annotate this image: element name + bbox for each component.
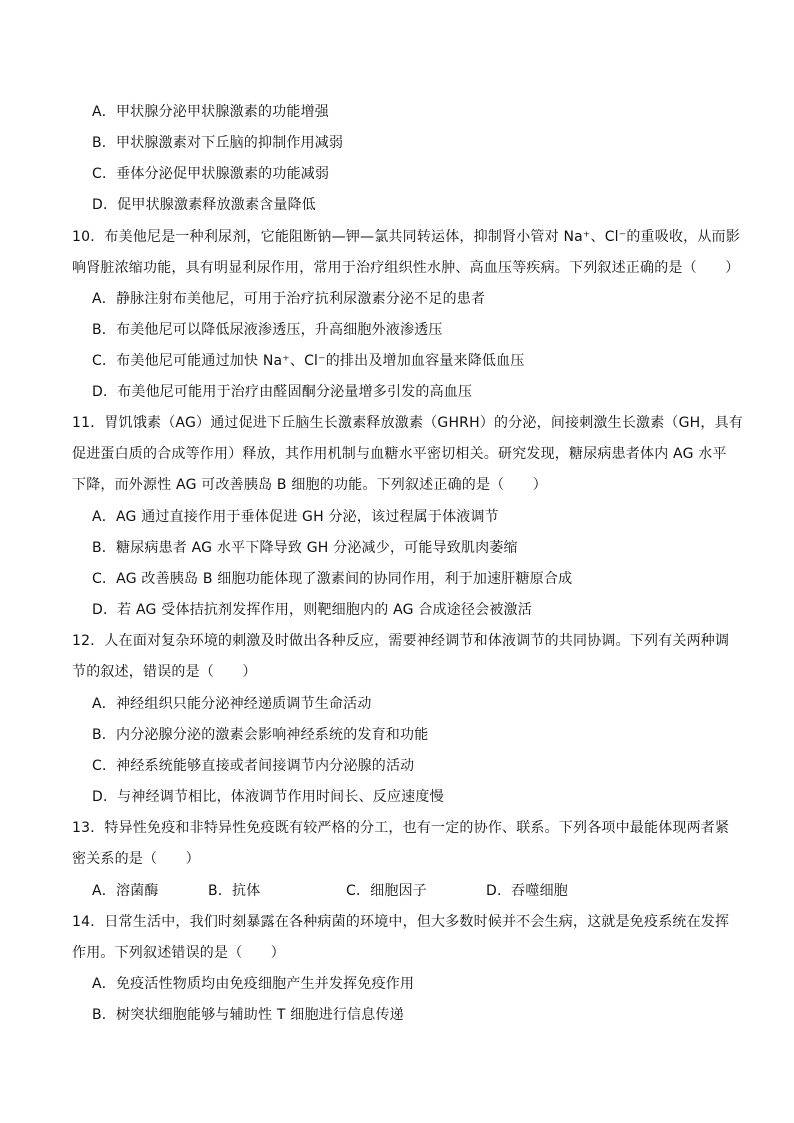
q14-stem-line-1: 14．日常生活中，我们时刻暴露在各种病菌的环境中，但大多数时候并不会生病，这就是免疫系统在发挥 — [72, 914, 730, 930]
q9-option-c: C．垂体分泌促甲状腺激素的功能减弱 — [92, 166, 330, 182]
q10-stem-line-1: 10．布美他尼是一种利尿剂，它能阻断钠—钾—氯共同转运体，抑制肾小管对 Na⁺、Cl⁻的重吸收，从而影 — [72, 229, 740, 245]
q13-option-b: B．抗体 — [208, 883, 261, 899]
q10-option-d: D．布美他尼可能用于治疗由醛固酮分泌量增多引发的高血压 — [92, 384, 473, 400]
q9-option-d: D．促甲状腺激素释放激素含量降低 — [92, 197, 316, 213]
q11-stem-line-1: 11．胃饥饿素（AG）通过促进下丘脑生长激素释放激素（GHRH）的分泌，间接刺激生长激素（GH，具有 — [72, 415, 743, 431]
q11-option-b: B．糖尿病患者 AG 水平下降导致 GH 分泌减少，可能导致肌肉萎缩 — [92, 540, 518, 556]
q14-option-b: B．树突状细胞能够与辅助性 T 细胞进行信息传递 — [92, 1007, 404, 1023]
q11-stem-line-2: 促进蛋白质的合成等作用）释放，其作用机制与血糖水平密切相关。研究发现，糖尿病患者体内 AG 水平 — [72, 446, 727, 462]
q9-option-b: B．甲状腺激素对下丘脑的抑制作用减弱 — [92, 135, 344, 151]
q12-option-b: B．内分泌腺分泌的激素会影响神经系统的发育和功能 — [92, 727, 429, 743]
q13-stem-line-1: 13．特异性免疫和非特异性免疫既有较严格的分工，也有一定的协作、联系。下列各项中最能体现两者紧 — [72, 820, 730, 836]
q13-option-a: A．溶菌酶 — [92, 883, 159, 899]
q11-stem-line-3: 下降，而外源性 AG 可改善胰岛 B 细胞的功能。下列叙述正确的是（ ） — [72, 477, 547, 493]
q13-options-row — [0, 881, 794, 901]
q11-option-a: A．AG 通过直接作用于垂体促进 GH 分泌，该过程属于体液调节 — [92, 509, 499, 525]
q12-option-c: C．神经系统能够直接或者间接调节内分泌腺的活动 — [92, 758, 415, 774]
q10-stem-line-2: 响肾脏浓缩功能，具有明显利尿作用，常用于治疗组织性水肿、高血压等疾病。下列叙述正确的是（ ） — [72, 260, 740, 276]
q13-option-c: C．细胞因子 — [346, 883, 427, 899]
q12-stem-line-2: 节的叙述，错误的是（ ） — [72, 664, 257, 680]
q12-stem-line-1: 12．人在面对复杂环境的刺激及时做出各种反应，需要神经调节和体液调节的共同协调。下列有关两种调 — [72, 633, 730, 649]
q10-option-a: A．静脉注射布美他尼，可用于治疗抗利尿激素分泌不足的患者 — [92, 291, 486, 307]
q13-option-d: D．吞噬细胞 — [486, 883, 568, 899]
q9-option-a: A．甲状腺分泌甲状腺激素的功能增强 — [92, 104, 329, 120]
q10-option-b: B．布美他尼可以降低尿液渗透压，升高细胞外液渗透压 — [92, 322, 443, 338]
q14-stem-line-2: 作用。下列叙述错误的是（ ） — [72, 945, 285, 961]
q13-stem-line-2: 密关系的是（ ） — [72, 851, 200, 867]
q11-option-c: C．AG 改善胰岛 B 细胞功能体现了激素间的协同作用，利于加速肝糖原合成 — [92, 571, 573, 587]
q12-option-d: D．与神经调节相比，体液调节作用时间长、反应速度慢 — [92, 789, 444, 805]
q14-option-a: A．免疫活性物质均由免疫细胞产生并发挥免疫作用 — [92, 976, 415, 992]
q10-option-c: C．布美他尼可能通过加快 Na⁺、Cl⁻的排出及增加血容量来降低血压 — [92, 353, 525, 369]
q11-option-d: D．若 AG 受体拮抗剂发挥作用，则靶细胞内的 AG 合成途径会被激活 — [92, 602, 532, 618]
q12-option-a: A．神经组织只能分泌神经递质调节生命活动 — [92, 696, 372, 712]
